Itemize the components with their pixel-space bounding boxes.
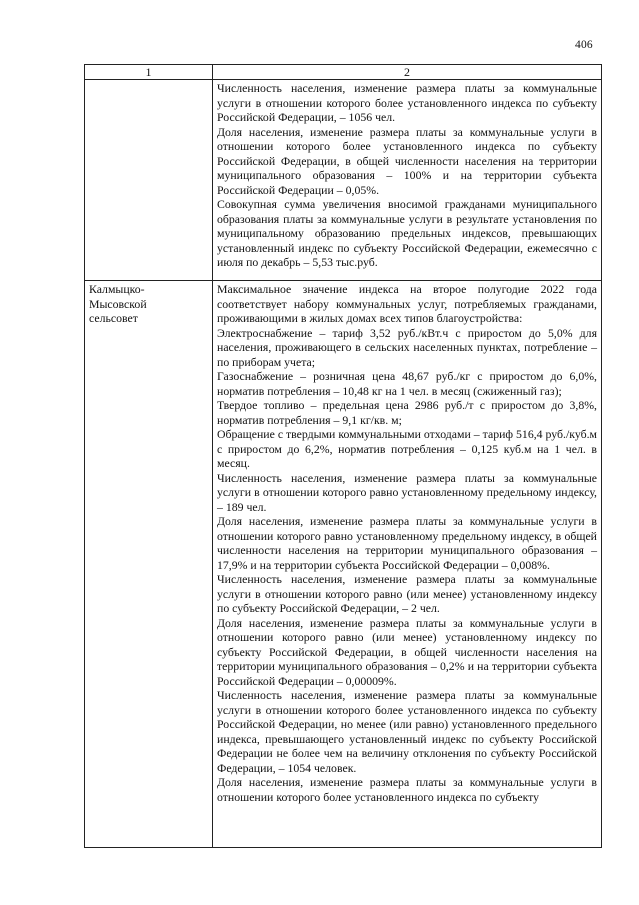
row-1-col-2 [213, 281, 602, 848]
municipality-name-line: Мысовской [89, 296, 147, 311]
row-0-col-1 [85, 80, 213, 281]
paragraph: Твердое топливо – предельная цена 2986 руб./т с приростом до 3,8%, норматив потребления – 9,1 кг/кв. м; [217, 398, 597, 427]
paragraph: Численность населения, изменение размера платы за коммунальные услуги в отношении которого равно установленному предельному индексу, – 189 чел. [217, 470, 597, 514]
municipality-name [85, 281, 212, 327]
paragraph: Доля населения, изменение размера платы за коммунальные услуги в отношении которого равно установленному предельному индексу, в общей численности населения на территории муниципального образования – 17,9% и на территории субъекта Российской Федерации – 0,008%. [217, 514, 597, 572]
header-col-1: 1 [85, 65, 213, 80]
municipality-name-line: сельсовет [89, 311, 138, 325]
paragraph: Численность населения, изменение размера платы за коммунальные услуги в отношении которого более установленного индекса по субъекту Российской Федерации, но менее (или равно) установленного предельного индекса, превышающего установленный индекс по субъекту Российской Федерации не более чем на величину отклонения по субъекту Российской Федерации, – 1054 человек. [217, 688, 597, 775]
table-row [85, 281, 602, 848]
paragraph: Газоснабжение – розничная цена 48,67 руб./кг с приростом до 6,0%, норматив потребления – 10,48 кг на 1 чел. в месяц (сжиженный газ); [217, 369, 597, 398]
paragraph: Электроснабжение – тариф 3,52 руб./кВт.ч с приростом до 5,0% для населения, проживающего в сельских населенных пунктах, потребление – по приборам учета; [217, 325, 597, 369]
document-table [84, 64, 602, 848]
paragraph: Доля населения, изменение размера платы за коммунальные услуги в отношении которого более установленного индекса по субъекту [217, 775, 597, 804]
header-col-2: 2 [213, 65, 602, 80]
paragraph: Обращение с твердыми коммунальными отходами – тариф 516,4 руб./куб.м с приростом до 6,2%, норматив потребления – 0,125 куб.м на 1 чел. в месяц. [217, 427, 597, 470]
paragraph: Максимальное значение индекса на второе полугодие 2022 года соответствует набору коммунальных услуг, потребляемых гражданами, проживающими в жилых домах всех типов благоустройства: [217, 282, 597, 325]
paragraph: Совокупная сумма увеличения вносимой гражданами муниципального образования платы за коммунальные услуги в результате установления по муниципальному образованию предельных индексов, превышающих установленный индекс по субъекту Российской Федерации, ежемесячно с июля по декабрь – 5,53 тыс.руб. [217, 197, 597, 269]
paragraph: Доля населения, изменение размера платы за коммунальные услуги в отношении которого более установленного индекса по субъекту Российской Федерации, в общей численности населения на территории муниципального образования – 100% и на территории субъекта Российской Федерации – 0,05%. [217, 124, 597, 197]
table-header-row [85, 65, 602, 80]
municipality-name-line: Калмыцко- [89, 282, 145, 296]
table-row [85, 80, 602, 281]
row-0-col-2 [213, 80, 602, 281]
paragraph: Численность населения, изменение размера платы за коммунальные услуги в отношении которого равно (или менее) установленному индексу по субъекту Российской Федерации, – 2 чел. [217, 572, 597, 615]
row-1-col-1 [85, 281, 213, 848]
paragraph: Численность населения, изменение размера платы за коммунальные услуги в отношении которого более установленного индекса по субъекту Российской Федерации, – 1056 чел. [217, 81, 597, 124]
paragraph: Доля населения, изменение размера платы за коммунальные услуги в отношении которого равно (или менее) установленному индексу по субъекту Российской Федерации, в общей численности населения на территории муниципального образования – 0,2% и на территории субъекта Российской Федерации – 0,00009%. [217, 615, 597, 688]
page-number: 406 [575, 39, 593, 51]
